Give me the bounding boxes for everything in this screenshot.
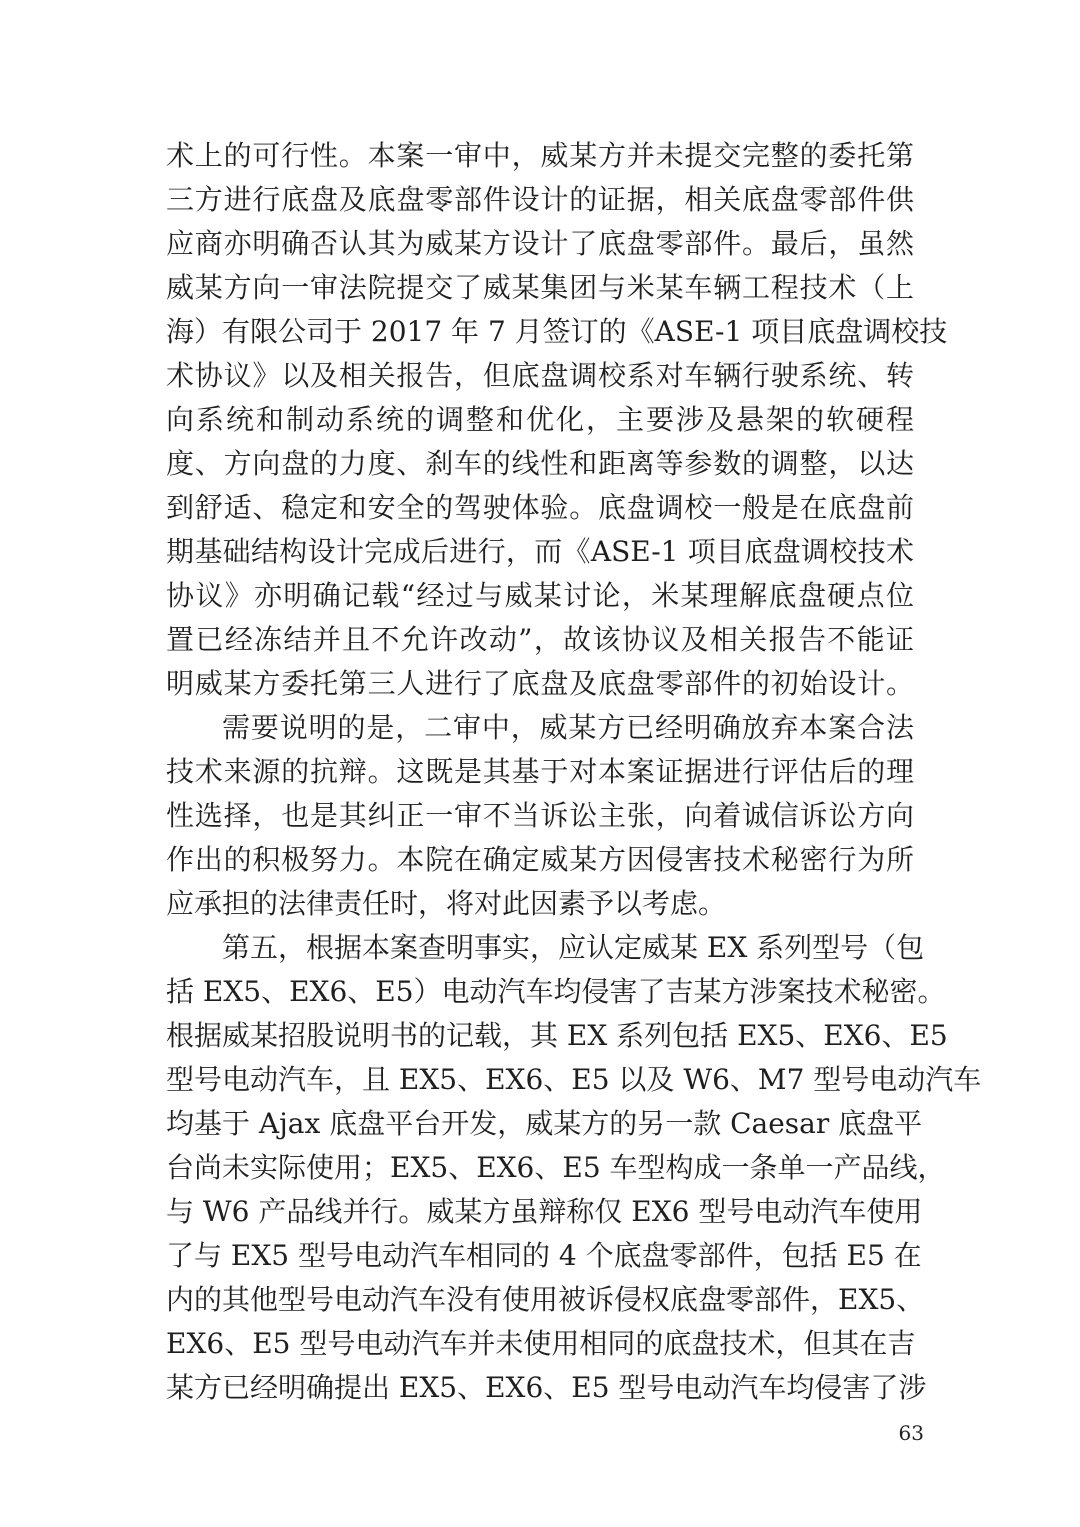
text-line: 期基础结构设计完成后进行，而《ASE-1 项目底盘调校技术 [166, 535, 914, 568]
text-line: EX6、E5 型号电动汽车并未使用相同的底盘技术，但其在吉 [166, 1327, 916, 1360]
text-line: 应商亦明确否认其为威某方设计了底盘零部件。最后，虽然 [166, 227, 914, 260]
text-line: 术协议》以及相关报告，但底盘调校系对车辆行驶系统、转 [166, 359, 914, 392]
text-line: 术上的可行性。本案一审中，威某方并未提交完整的委托第 [166, 139, 914, 172]
text-line: 海）有限公司于 2017 年 7 月签订的《ASE-1 项目底盘调校技 [166, 315, 948, 348]
text-line: 性选择，也是其纠正一审不当诉讼主张，向着诚信诉讼方向 [166, 799, 914, 832]
text-line: 置已经冻结并且不允许改动”，故该协议及相关报告不能证 [166, 623, 914, 656]
text-line: 度、方向盘的力度、刹车的线性和距离等参数的调整，以达 [166, 447, 914, 480]
text-line: 威某方向一审法院提交了威某集团与米某车辆工程技术（上 [166, 271, 914, 304]
text-line: 根据威某招股说明书的记载，其 EX 系列包括 EX5、EX6、E5 [166, 1019, 948, 1052]
page-number: 63 [898, 1421, 924, 1445]
text-line: 内的其他型号电动汽车没有使用被诉侵权底盘零部件，EX5、 [166, 1283, 925, 1316]
text-line: 技术来源的抗辩。这既是其基于对本案证据进行评估后的理 [166, 755, 914, 788]
text-line: 协议》亦明确记载“经过与威某讨论，米某理解底盘硬点位 [166, 579, 914, 612]
text-line: 某方已经明确提出 EX5、EX6、E5 型号电动汽车均侵害了涉 [166, 1371, 927, 1404]
text-line: 均基于 Ajax 底盘平台开发，威某方的另一款 Caesar 底盘平 [166, 1107, 923, 1140]
text-line: 台尚未实际使用；EX5、EX6、E5 车型构成一条单一产品线， [166, 1151, 946, 1184]
text-line: 明威某方委托第三人进行了底盘及底盘零部件的初始设计。 [166, 667, 914, 700]
text-line: 向系统和制动系统的调整和优化，主要涉及悬架的软硬程 [166, 403, 914, 436]
text-line: 了与 EX5 型号电动汽车相同的 4 个底盘零部件，包括 E5 在 [166, 1239, 922, 1272]
text-line: 型号电动汽车，且 EX5、EX6、E5 以及 W6、M7 型号电动汽车 [166, 1063, 982, 1096]
text-line: 与 W6 产品线并行。威某方虽辩称仅 EX6 型号电动汽车使用 [166, 1195, 923, 1228]
text-line: 第五，根据本案查明事实，应认定威某 EX 系列型号（包 [222, 931, 925, 964]
text-line: 到舒适、稳定和安全的驾驶体验。底盘调校一般是在底盘前 [166, 491, 914, 524]
text-line: 作出的积极努力。本院在确定威某方因侵害技术秘密行为所 [166, 843, 914, 876]
text-line: 括 EX5、EX6、E5）电动汽车均侵害了吉某方涉案技术秘密。 [166, 975, 946, 1008]
text-line: 需要说明的是，二审中，威某方已经明确放弃本案合法 [222, 711, 914, 744]
text-line: 应承担的法律责任时，将对此因素予以考虑。 [166, 887, 727, 920]
text-line: 三方进行底盘及底盘零部件设计的证据，相关底盘零部件供 [166, 183, 914, 216]
